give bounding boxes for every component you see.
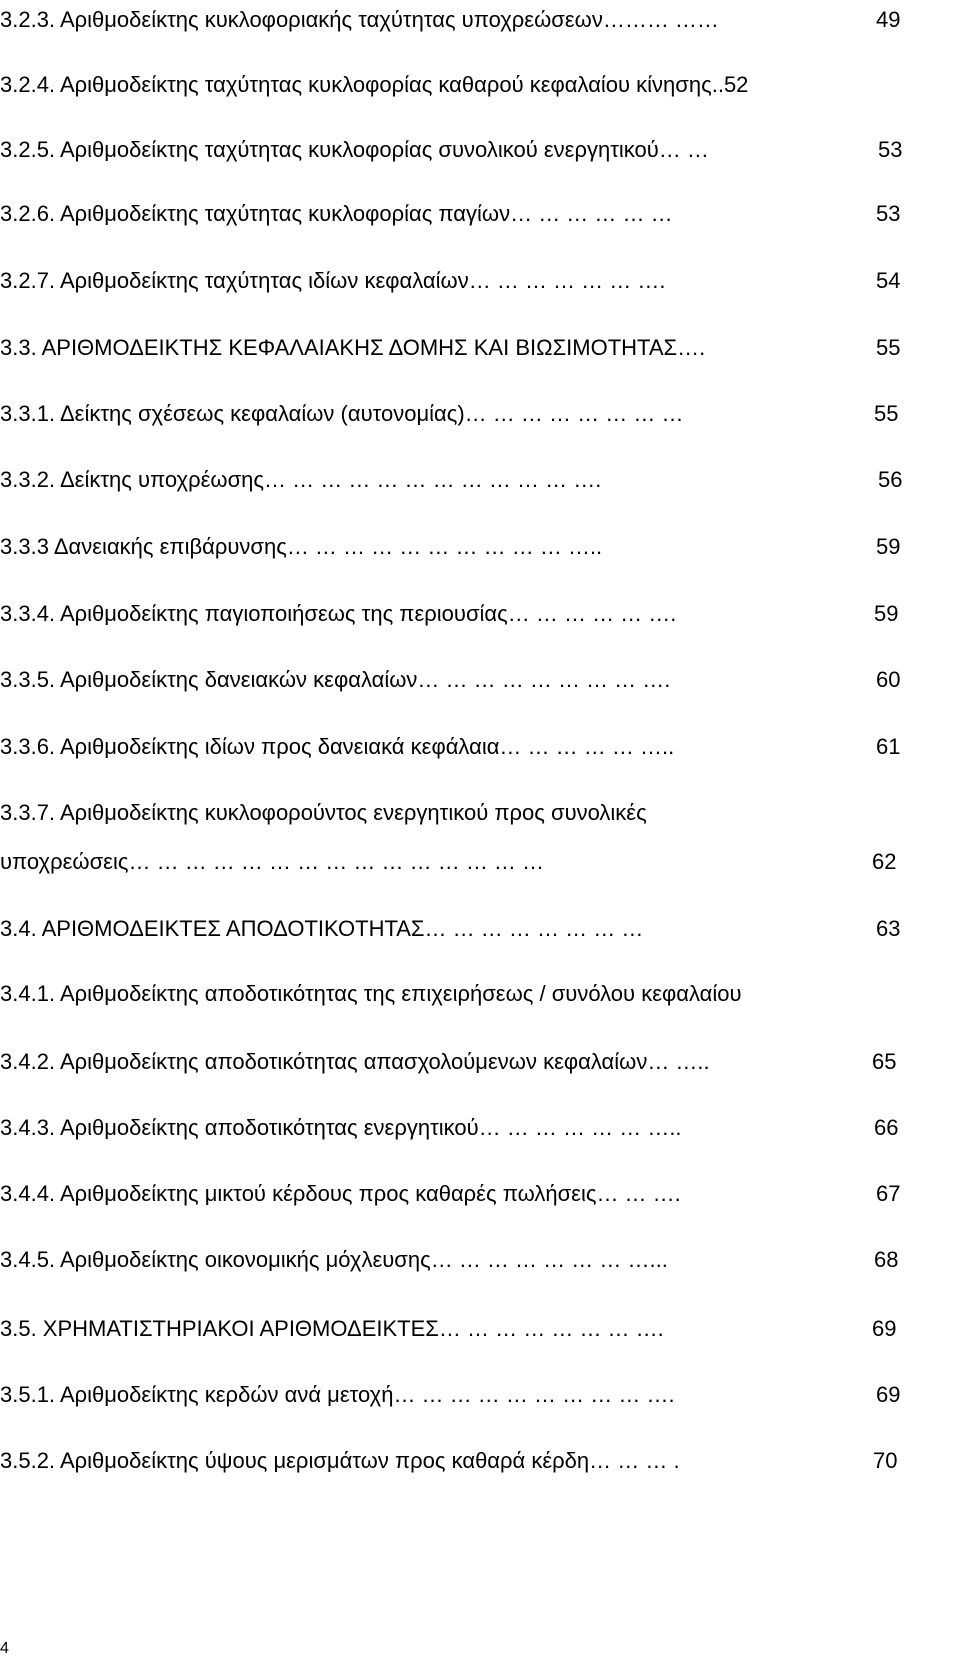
toc-entry-title: 3.3.2. Δείκτης υποχρέωσης… … … … … … … … … … … ….: [0, 467, 602, 492]
toc-entry-page: 62: [872, 849, 897, 874]
toc-entry: [0, 1174, 960, 1214]
toc-entry-page: 49: [876, 7, 901, 32]
toc-entry: [0, 65, 960, 105]
toc-entry-title: 3.5. ΧΡΗΜΑΤΙΣΤΗΡΙΑΚΟΙ ΑΡΙΘΜΟΔΕΙΚΤΕΣ… … … … … … … ….: [0, 1316, 664, 1341]
toc-entry-page: 69: [872, 1316, 897, 1341]
toc-entry-title: 3.5.2. Αριθμοδείκτης ύψους μερισμάτων προς καθαρά κέρδη… … … .: [0, 1448, 680, 1473]
toc-entry-title: 3.2.6. Αριθμοδείκτης ταχύτητας κυκλοφορίας παγίων… … … … … …: [0, 201, 673, 226]
toc-entry-title: 3.4.1. Αριθμοδείκτης αποδοτικότητας της επιχειρήσεως / συνόλου κεφαλαίου: [0, 981, 742, 1006]
toc-entry-title: 3.4. ΑΡΙΘΜΟΔΕΙΚΤΕΣ ΑΠΟΔΟΤΙΚΟΤΗΤΑΣ… … … … … … … …: [0, 916, 644, 941]
toc-entry-title: 3.3.5. Αριθμοδείκτης δανειακών κεφαλαίων… … … … … … … … ….: [0, 667, 671, 692]
toc-entry-title: 3.3.3 Δανειακής επιβάρυνσης… … … … … … … … … … …..: [0, 534, 603, 559]
toc-entry: [0, 394, 960, 434]
toc-entry-page: 53: [876, 201, 901, 226]
toc-entry: [0, 130, 960, 170]
toc-entry: [0, 1441, 960, 1481]
toc-entry: [0, 194, 960, 234]
toc-entry-page: 61: [876, 734, 901, 759]
toc-entry: [0, 974, 960, 1014]
toc-entry: [0, 527, 960, 567]
toc-entry: [0, 1240, 960, 1280]
toc-entry-page: 54: [876, 268, 901, 293]
toc-entry-title: 3.3.6. Αριθμοδείκτης ιδίων προς δανειακά κεφάλαια… … … … … …..: [0, 734, 675, 759]
toc-entry: [0, 909, 960, 949]
toc-entry-page: 65: [872, 1049, 897, 1074]
toc-entry: [0, 594, 960, 634]
toc-entry: [0, 1309, 960, 1349]
toc-entry-page: 59: [876, 534, 901, 559]
toc-entry-title: 3.3.1. Δείκτης σχέσεως κεφαλαίων (αυτονομίας)… … … … … … … …: [0, 401, 684, 426]
toc-entry-title: 3.4.4. Αριθμοδείκτης μικτού κέρδους προς καθαρές πωλήσεις… … ….: [0, 1181, 681, 1206]
toc-entry-page: 53: [878, 137, 903, 162]
toc-entry-title: 3.4.2. Αριθμοδείκτης αποδοτικότητας απασχολούμενων κεφαλαίων… …..: [0, 1049, 710, 1074]
toc-entry-page: 60: [876, 667, 901, 692]
toc-entry: [0, 1375, 960, 1415]
toc-entry-title: 3.3. ΑΡΙΘΜΟΔΕΙΚΤΗΣ ΚΕΦΑΛΑΙΑΚΗΣ ΔΟΜΗΣ ΚΑΙ ΒΙΩΣΙΜΟΤΗΤΑΣ….: [0, 335, 706, 360]
toc-entry-page: 55: [876, 335, 901, 360]
toc-entry: [0, 261, 960, 301]
toc-entry-page: 66: [874, 1115, 899, 1140]
toc-entry-title: υποχρεώσεις… … … … … … … … … … … … … … …: [0, 849, 545, 874]
toc-entry-title: 3.4.5. Αριθμοδείκτης οικονομικής μόχλευσης… … … … … … … …...: [0, 1247, 668, 1272]
toc-entry: [0, 842, 960, 882]
toc-entry-page: 55: [874, 401, 899, 426]
toc-entry-title: 3.2.3. Αριθμοδείκτης κυκλοφοριακής ταχύτητας υποχρεώσεων……… ……: [0, 7, 719, 32]
toc-entry: [0, 793, 960, 833]
toc-entry: [0, 1042, 960, 1082]
toc-entry: [0, 660, 960, 700]
toc-entry: [0, 328, 960, 368]
toc-entry-title: 3.2.5. Αριθμοδείκτης ταχύτητας κυκλοφορίας συνολικού ενεργητικού… …: [0, 137, 709, 162]
toc-entry-page: 59: [874, 601, 899, 626]
toc-entry-title: 3.2.7. Αριθμοδείκτης ταχύτητας ιδίων κεφαλαίων… … … … … … ….: [0, 268, 666, 293]
toc-entry: [0, 460, 960, 500]
toc-entry: [0, 727, 960, 767]
toc-entry-page: 70: [873, 1448, 898, 1473]
toc-entry-page: 56: [878, 467, 903, 492]
toc-entry-page: 68: [874, 1247, 899, 1272]
page-number: 4: [0, 1640, 9, 1657]
toc-entry-title: 3.4.3. Αριθμοδείκτης αποδοτικότητας ενεργητικού… … … … … … …..: [0, 1115, 682, 1140]
toc-entry: [0, 1108, 960, 1148]
toc-entry-title: 3.2.4. Αριθμοδείκτης ταχύτητας κυκλοφορίας καθαρού κεφαλαίου κίνησης..52: [0, 72, 749, 97]
toc-entry-title: 3.5.1. Αριθμοδείκτης κερδών ανά μετοχή… … … … … … … … … ….: [0, 1382, 675, 1407]
toc-entry-page: 63: [876, 916, 901, 941]
toc-entry-page: 67: [876, 1181, 901, 1206]
toc-entry-title: 3.3.4. Αριθμοδείκτης παγιοποιήσεως της περιουσίας… … … … … ….: [0, 601, 677, 626]
toc-entry-page: 69: [876, 1382, 901, 1407]
toc-entry-title: 3.3.7. Αριθμοδείκτης κυκλοφορούντος ενεργητικού προς συνολικές: [0, 800, 647, 825]
toc-entry: [0, 0, 960, 40]
